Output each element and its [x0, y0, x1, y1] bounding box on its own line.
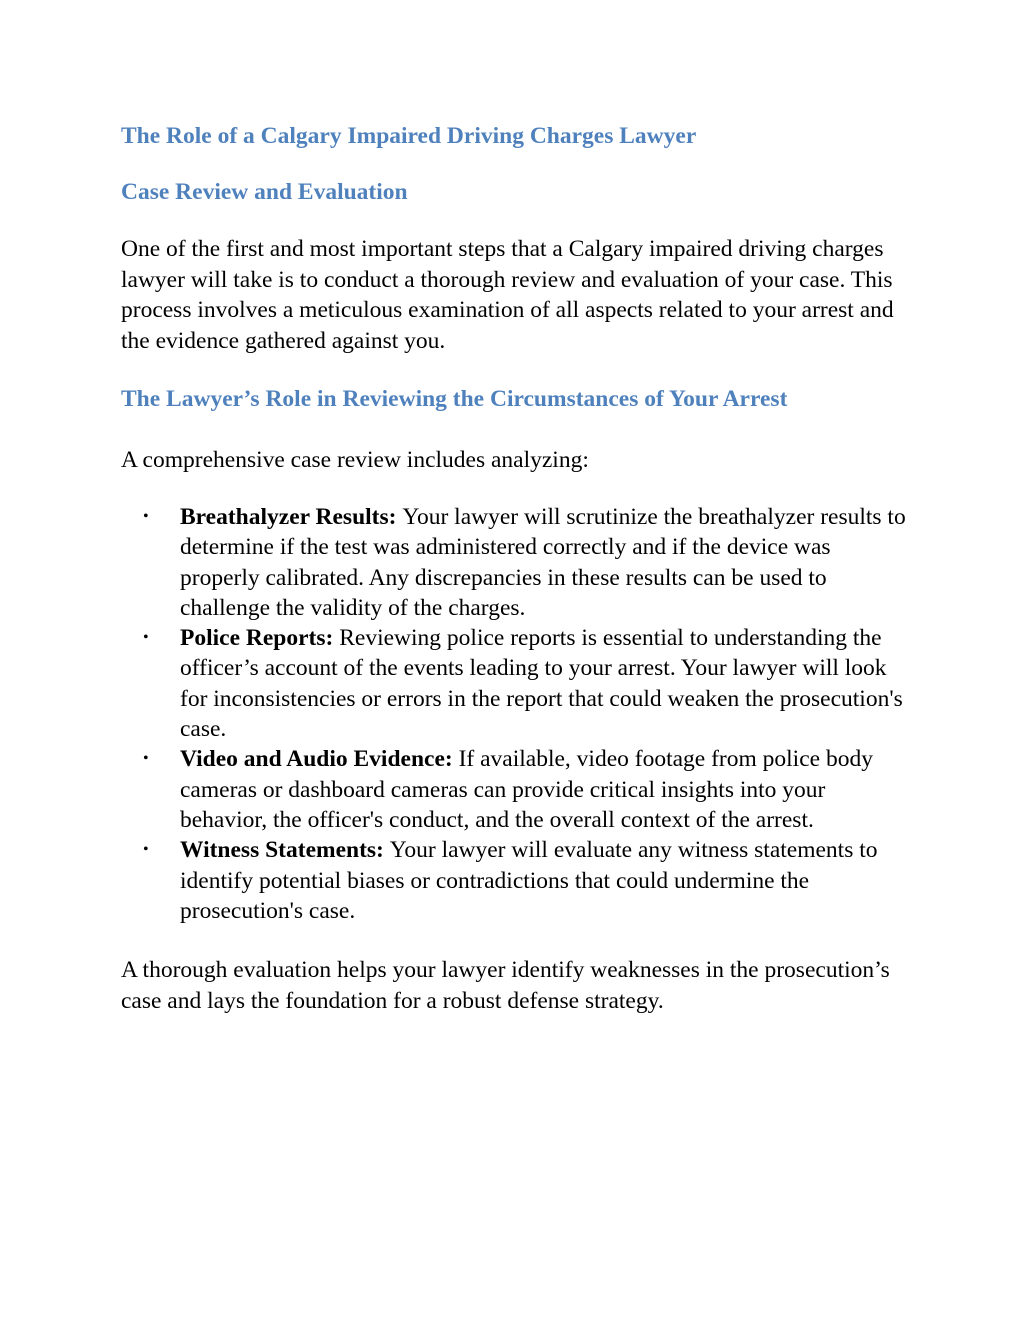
- list-item-police-reports: [121, 623, 911, 744]
- list-item-text: Reviewing police reports is essential to understanding the officer’s account of the events leading to your arrest. Your lawyer will look for inconsistencies or errors in the report that could weaken the prosecution's case.: [180, 625, 903, 743]
- bullet-icon: •: [143, 841, 149, 859]
- bullet-icon: •: [143, 629, 149, 647]
- list-item-term: Police Reports:: [180, 625, 340, 652]
- list-item-term: Breathalyzer Results:: [180, 503, 403, 530]
- list-item-term: Witness Statements:: [180, 837, 390, 864]
- bullet-icon: •: [143, 750, 149, 768]
- lead-paragraph: A comprehensive case review includes analyzing:: [121, 447, 589, 474]
- list-item-witness: [121, 835, 911, 926]
- list-item-video-audio: [121, 744, 911, 835]
- subsection-heading: The Lawyer’s Role in Reviewing the Circumstances of Your Arrest: [121, 386, 788, 413]
- analysis-list: [121, 502, 911, 926]
- bullet-icon: •: [143, 507, 149, 525]
- list-item-term: Video and Audio Evidence:: [180, 746, 459, 773]
- conclusion-paragraph: A thorough evaluation helps your lawyer identify weaknesses in the prosecution’s case and lays the foundation for a robust defense strategy.: [121, 957, 890, 1014]
- list-item-text: If available, video footage from police body cameras or dashboard cameras can provide critical insights into your behavior, the officer's conduct, and the overall context of the arrest.: [180, 746, 873, 833]
- intro-paragraph: One of the first and most important steps that a Calgary impaired driving charges lawyer will take is to conduct a thorough review and evaluation of your case. This process involves a meticulous examination of all aspects related to your arrest and the evidence gathered against you.: [121, 236, 894, 354]
- list-item-text: Your lawyer will evaluate any witness statements to identify potential biases or contradictions that could undermine the prosecution's case.: [180, 837, 878, 924]
- section-heading: Case Review and Evaluation: [121, 179, 408, 205]
- list-item-text: Your lawyer will scrutinize the breathalyzer results to determine if the test was administered correctly and if the device was properly calibrated. Any discrepancies in these results can be used to challenge the validity of the charges.: [180, 503, 906, 621]
- list-item-breathalyzer: [121, 502, 911, 623]
- document-page: [121, 117, 911, 1016]
- document-title: The Role of a Calgary Impaired Driving Charges Lawyer: [121, 123, 697, 149]
